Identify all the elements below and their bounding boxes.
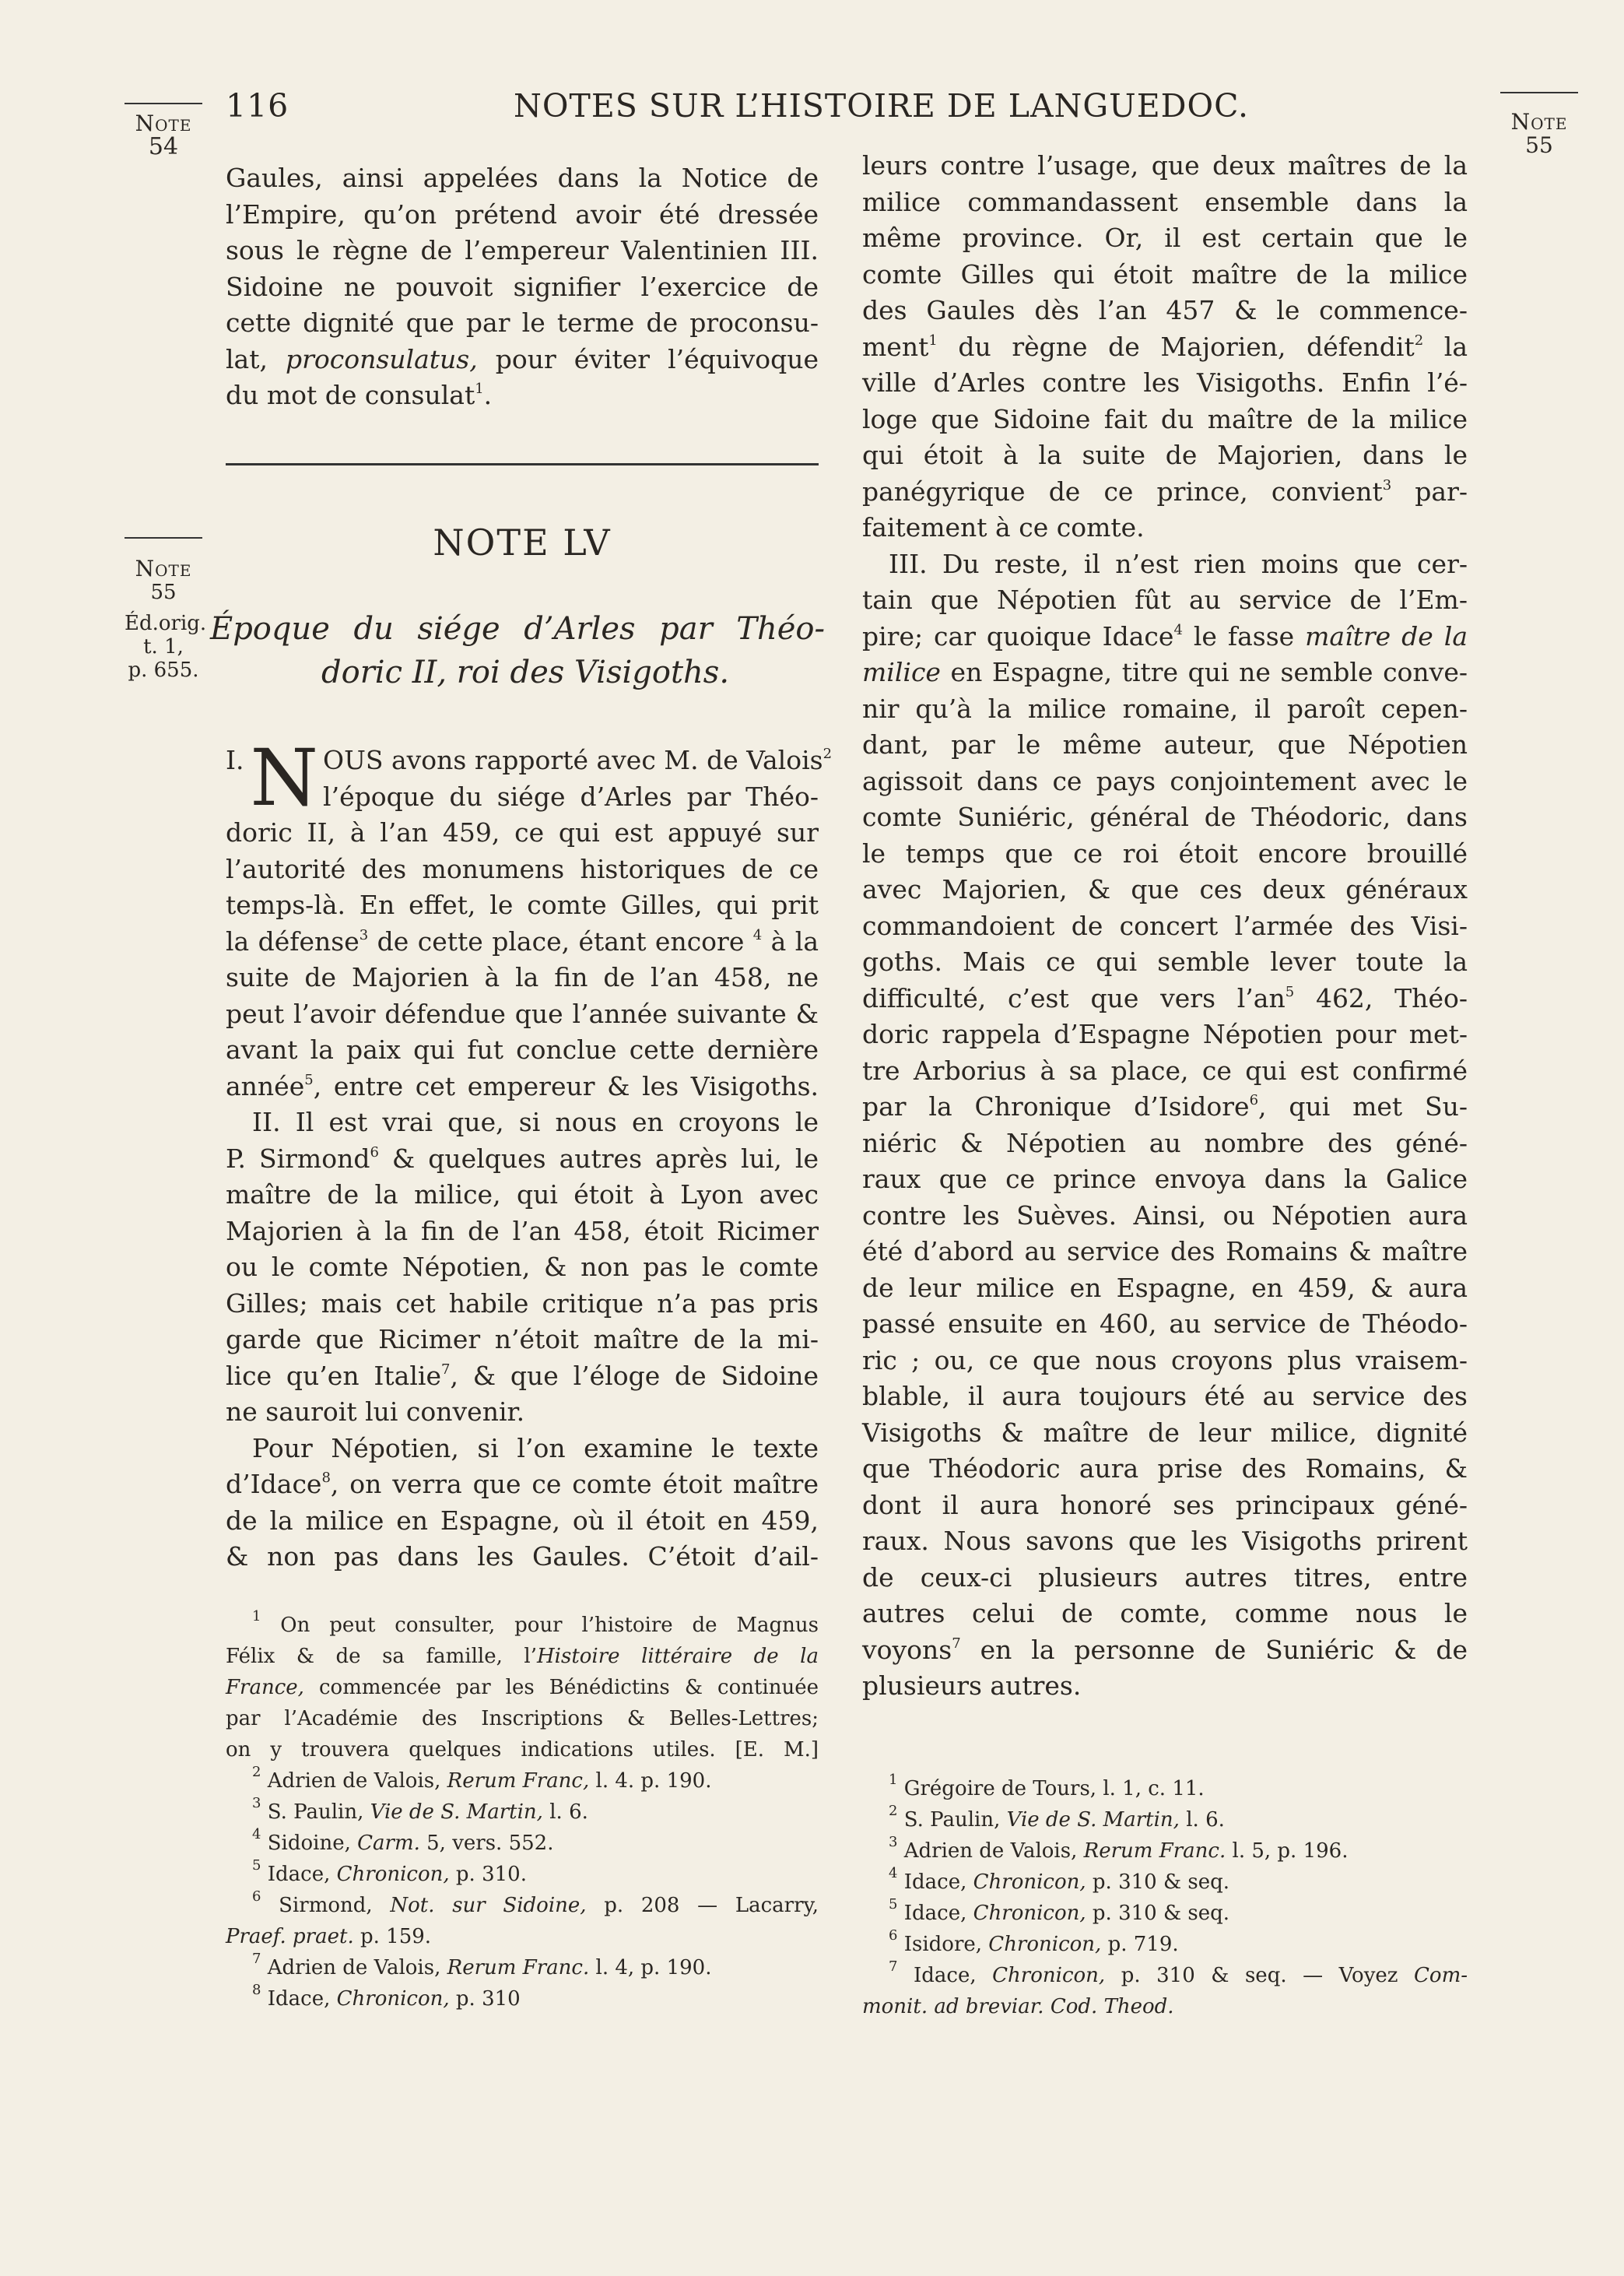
text-line: ne sauroit lui convenir. [226, 1396, 525, 1427]
text-line: le temps que ce roi étoit encore brouillé [862, 838, 1468, 869]
footnote-number: 2 [252, 1764, 261, 1780]
text-line: doric rappela d’Espagne Népotien pour met- [862, 1019, 1468, 1049]
text-fragment: à la [762, 926, 819, 957]
footnote-text: commencée par les Bénédictins & continuée [319, 1676, 819, 1699]
footnote-line [862, 1804, 1468, 1835]
text-line: peut l’avoir défendue que l’année suivante & [226, 998, 819, 1029]
footnote-text: Idace, [903, 1870, 967, 1894]
text-line [862, 474, 1468, 511]
text-line: blable, il aura toujours été au service des [862, 1381, 1468, 1411]
text-line: avec Majorien, & que ces deux généraux [862, 874, 1468, 904]
footnote-line [862, 1929, 1468, 1960]
text-line [862, 655, 1468, 691]
text-line: raux. Nous savons que les Visigoths prirent [862, 1526, 1468, 1556]
page-number: 116 [226, 87, 289, 125]
text-line: maître de la milice, qui étoit à Lyon avec [226, 1179, 819, 1210]
text-line: Sidoine ne pouvoit signifier l’exercice de [226, 271, 819, 302]
text-line: l’autorité des monumens historiques de ce [226, 853, 819, 884]
footnote-text: l. 6. [1186, 1808, 1225, 1832]
footnote-ref[interactable]: 1 [475, 381, 484, 397]
footnote-line [226, 1828, 819, 1859]
text-line: II. Il est vrai que, si nous en croyons le [252, 1107, 819, 1137]
text-line [862, 619, 1468, 655]
text-line: que Théodoric aura prise des Romains, & [862, 1453, 1468, 1484]
drop-cap: N [250, 732, 319, 824]
footnote-number: 1 [252, 1608, 261, 1624]
footnote-line [862, 1835, 1468, 1867]
footnote-line [862, 1773, 1468, 1804]
text-line: contre les Suèves. Ainsi, ou Népotien aura [862, 1199, 1468, 1231]
footnote-ref[interactable]: 4 [1173, 621, 1183, 638]
text-fragment: , & que l’éloge de Sidoine [450, 1360, 819, 1391]
margin-note-right-top [1500, 92, 1578, 157]
footnote-ref[interactable]: 6 [370, 1143, 379, 1161]
footnote-number: 5 [889, 1896, 898, 1912]
text-line: agissoit dans ce pays conjointement avec le [862, 765, 1468, 796]
footnote-line [226, 1890, 819, 1921]
footnote-ref[interactable]: 3 [1382, 476, 1392, 493]
text-fragment: . [483, 380, 493, 410]
text-line: doric II, à l’an 459, ce qui est appuyé sur [226, 817, 819, 848]
footnote-line [226, 1765, 819, 1797]
paragraph-1 [226, 732, 833, 1105]
text-line: raux que ce prince envoya dans la Galice [862, 1164, 1468, 1194]
footnote-number: 3 [252, 1795, 261, 1811]
footnote-title: Praef. praet. [226, 1925, 354, 1948]
footnote-ref[interactable]: 5 [1285, 983, 1295, 1000]
footnote-number: 2 [889, 1803, 898, 1819]
margin-note-number: 55 [150, 581, 177, 604]
footnote-title: Com- [1414, 1964, 1468, 1987]
footnote-title: Not. sur Sidoine, [390, 1894, 587, 1917]
footnote-line: par l’Académie des Inscriptions & Belles-Lettres; [226, 1707, 819, 1730]
footnote-text: On peut consulter, pour l’histoire de Magnus [280, 1614, 819, 1637]
text-fragment: ment [862, 331, 929, 362]
text-line: Gilles; mais cet habile critique n’a pas pris [226, 1287, 819, 1319]
footnote-line [226, 1610, 819, 1641]
text-line: avant la paix qui fut conclue cette dernière [226, 1034, 819, 1065]
margin-note-number: 54 [148, 133, 179, 160]
text-line: de leur milice en Espagne, en 459, & aura [862, 1272, 1468, 1303]
footnote-ref[interactable]: 1 [928, 332, 938, 349]
footnote-number: 3 [889, 1834, 898, 1850]
footnote-text: p. 310. [455, 1863, 527, 1886]
footnote-text: Isidore, [903, 1933, 983, 1956]
footnote-title: Chronicon, [973, 1902, 1086, 1925]
text-line: Majorien à la fin de l’an 458, étoit Ricimer [226, 1215, 819, 1246]
subtitle-line: doric II, roi des Visigoths. [321, 655, 730, 690]
margin-rule [125, 103, 202, 104]
footnote-text: l’ [524, 1645, 537, 1668]
footnote-text: Idace, [267, 1987, 331, 2011]
footnote-text: Idace, [903, 1902, 967, 1925]
text-fragment: du mot de consulat [226, 380, 475, 410]
text-line: III. Du reste, il n’est rien moins que cer- [889, 548, 1468, 579]
footnote-title: Rerum Franc, [447, 1769, 590, 1793]
text-line: & non pas dans les Gaules. C’étoit d’ail- [226, 1541, 819, 1572]
footnote-line [862, 1960, 1468, 1991]
latin-term: proconsulatus, [286, 343, 478, 374]
footnote-ref[interactable]: 2 [1414, 332, 1424, 349]
footnote-title: monit. ad breviar. Cod. Theod. [862, 1995, 1174, 2018]
text-line [226, 924, 819, 961]
footnote-line [226, 1983, 819, 2014]
text-line [862, 1632, 1468, 1669]
text-line: été d’abord au service des Romains & maître [862, 1236, 1468, 1266]
text-line: commandoient de concert l’armée des Visi- [862, 910, 1468, 941]
footnote-number: 6 [252, 1888, 261, 1905]
footnote-text: p. 208 — Lacarry, [604, 1894, 819, 1917]
text-fragment: la défense [226, 926, 360, 957]
subtitle-line: Époque du siége d’Arles par Théo- [210, 611, 825, 647]
text-fragment: pour éviter l’équivoque [495, 343, 819, 374]
footnote-title: Chronicon, [988, 1933, 1102, 1956]
footnote-text: Adrien de Valois, [267, 1956, 441, 1979]
text-fragment: par- [1391, 476, 1468, 507]
footnote-title: Histoire littéraire de la [537, 1645, 819, 1668]
text-line: ville d’Arles contre les Visigoths. Enfin l’é- [862, 367, 1468, 398]
footnote-line: on y trouvera quelques indications utiles. [E. M.] [226, 1738, 819, 1761]
footnote-title: Rerum Franc. [447, 1956, 590, 1979]
text-fragment: OUS avons rapporté avec M. de Valois [323, 745, 823, 775]
text-fragment: lat, [226, 343, 268, 374]
text-line: qui étoit à la suite de Majorien, dans le [862, 440, 1468, 470]
margin-note-label: Note [135, 111, 192, 136]
text-fragment: pire; car quoique Idace [862, 620, 1174, 652]
footnote-line [226, 1641, 819, 1672]
text-line: autres celui de comte, comme nous le [862, 1598, 1468, 1628]
paragraph-2-cont [226, 1141, 819, 1431]
footnote-text: p. 310 & seq. [1092, 1870, 1230, 1894]
text-fragment: le fasse [1182, 620, 1306, 652]
text-line: dont il aura honoré ses principaux géné- [862, 1489, 1468, 1520]
margin-note-label: Note [1510, 109, 1568, 135]
text-fragment: voyons [862, 1634, 952, 1665]
footnote-text: l. 4. p. 190. [595, 1769, 712, 1793]
margin-note-left-top [125, 103, 202, 159]
margin-note-number: 55 [1525, 132, 1553, 158]
text-line [862, 981, 1468, 1017]
text-line [226, 342, 819, 378]
footnote-text: Adrien de Valois, [903, 1839, 1078, 1863]
text-line: l’époque du siége d’Arles par Théo- [323, 781, 819, 812]
text-line: Pour Népotien, si l’on examine le texte [252, 1432, 819, 1463]
text-fragment: en Espagne, titre qui ne semble conve- [940, 657, 1468, 687]
text-line: ric ; ou, ce que nous croyons plus vraisem- [862, 1344, 1468, 1375]
emphasis: maître de la [1305, 620, 1468, 652]
section-divider [226, 463, 819, 465]
page-title: NOTES SUR L’HISTOIRE DE LANGUEDOC. [514, 87, 1250, 125]
footnote-ref[interactable]: 3 [359, 926, 369, 943]
text-line: garde que Ricimer n’étoit maître de la mi- [226, 1324, 819, 1354]
paragraph-3 [226, 1431, 819, 1467]
text-line: nir qu’à la milice romaine, il paroît cepen- [862, 693, 1468, 724]
text-fragment: 462, Théo- [1294, 982, 1468, 1013]
text-fragment: en la personne de Suniéric & de [960, 1634, 1468, 1665]
left-column-top-text [226, 160, 819, 414]
footnote-text: Adrien de Valois, [267, 1769, 441, 1793]
footnote-text: Sirmond, [279, 1894, 373, 1917]
ed-orig-label: Éd.orig. [125, 612, 207, 635]
text-line: loge que Sidoine fait du maître de la milice [862, 403, 1468, 434]
text-fragment: panégyrique de ce prince, convient [862, 476, 1383, 507]
text-line [226, 1466, 819, 1503]
footnote-text: 5, vers. 552. [426, 1832, 554, 1855]
right-footnotes [862, 1773, 1468, 2022]
left-footnotes [226, 1610, 819, 2014]
ed-orig-tome: t. 1, [143, 635, 184, 659]
footnote-line [226, 1859, 819, 1890]
text-line: suite de Majorien à la fin de l’an 458, ne [226, 962, 819, 992]
text-fragment: , qui met Su- [1258, 1091, 1468, 1122]
footnote-ref[interactable]: 2 [823, 746, 833, 762]
text-fragment: , on verra que ce comte étoit maître [330, 1469, 819, 1499]
text-line: milice commandassent ensemble dans la [862, 186, 1468, 217]
footnote-number: 8 [252, 1982, 261, 1998]
note-subtitle [210, 607, 825, 694]
footnote-title: France, [226, 1676, 304, 1699]
footnote-text: Grégoire de Tours, l. 1, c. 11. [903, 1777, 1205, 1800]
text-line [862, 1089, 1468, 1126]
footnote-title: Rerum Franc. [1083, 1839, 1226, 1863]
text-line: Gaules, ainsi appelées dans la Notice de [226, 163, 819, 193]
footnote-line [862, 1991, 1468, 2022]
footnote-title: Chronicon, [973, 1870, 1086, 1894]
footnote-line [226, 1797, 819, 1828]
text-line [226, 1358, 819, 1395]
text-line: Visigoths & maître de leur milice, dignité [862, 1417, 1468, 1448]
text-line: ou le comte Népotien, & non pas le comte [226, 1252, 819, 1282]
text-fragment: par la Chronique d’Isidore [862, 1091, 1250, 1122]
text-line: des Gaules dès l’an 457 & le commence- [862, 295, 1468, 325]
footnote-line [862, 1867, 1468, 1898]
text-line [862, 329, 1468, 366]
footnote-ref[interactable]: 4 [752, 926, 763, 943]
footnote-title: Vie de S. Martin, [1006, 1808, 1180, 1832]
margin-note-label: Note [135, 556, 192, 581]
text-line: tre Arborius à sa place, ce qui est confirmé [862, 1055, 1468, 1086]
text-line: temps-là. En effet, le comte Gilles, qui prit [226, 890, 819, 920]
text-line [226, 1141, 819, 1178]
text-line: leurs contre l’usage, que deux maîtres de la [862, 150, 1468, 181]
footnote-text: Idace, [267, 1863, 331, 1886]
margin-rule [125, 537, 202, 539]
footnote-text: S. Paulin, [903, 1808, 1001, 1832]
text-fragment: lice qu’en Italie [226, 1360, 441, 1391]
section-number: I. [226, 745, 244, 775]
text-line: comte Gilles qui étoit maître de la milice [862, 258, 1468, 290]
footnote-text: l. 6. [549, 1800, 588, 1824]
footnote-text: S. Paulin, [267, 1800, 364, 1824]
text-line [226, 378, 819, 414]
footnote-title: Chronicon, [336, 1863, 450, 1886]
footnote-text: p. 310 [455, 1987, 521, 2011]
text-line: cette dignité que par le terme de proconsu- [226, 307, 819, 338]
footnote-text: Sidoine, [267, 1832, 351, 1855]
text-fragment: de cette place, étant encore [368, 926, 753, 957]
text-fragment: difficulté, c’est que vers l’an [862, 982, 1286, 1013]
footnote-number: 7 [252, 1951, 261, 1967]
footnote-title: Chronicon, [336, 1987, 450, 2011]
ed-orig-page: p. 655. [128, 659, 199, 682]
text-line: niéric & Népotien au nombre des géné- [862, 1127, 1468, 1158]
text-fragment: d’Idace [226, 1469, 322, 1499]
text-line: même province. Or, il est certain que le [862, 223, 1468, 253]
text-line: goths. Mais ce qui semble lever toute la [862, 947, 1468, 977]
footnote-title: Carm. [357, 1832, 420, 1855]
footnote-title: Vie de S. Martin, [370, 1800, 543, 1824]
footnote-line [226, 1921, 819, 1952]
footnote-text: p. 719. [1107, 1933, 1179, 1956]
text-fragment: & quelques autres après lui, le [378, 1143, 819, 1174]
footnote-ref[interactable]: 8 [321, 1470, 331, 1486]
text-line: sous le règne de l’empereur Valentinien III. [226, 235, 819, 265]
text-fragment: P. Sirmond [226, 1143, 370, 1174]
footnote-ref[interactable]: 6 [1249, 1092, 1259, 1108]
text-line: faitement à ce comte. [862, 512, 1145, 543]
text-line: de la milice en Espagne, où il étoit en 459, [226, 1505, 819, 1536]
margin-note-left-mid [125, 537, 207, 682]
text-line [226, 1069, 819, 1105]
paragraph-2 [226, 1105, 819, 1141]
text-line: passé ensuite en 460, au service de Théodo- [862, 1308, 1468, 1339]
text-line: l’Empire, qu’on prétend avoir été dressée [226, 198, 819, 230]
footnote-title: Chronicon, [992, 1964, 1106, 1987]
text-line: de ceux-ci plusieurs autres titres, entre [862, 1561, 1468, 1593]
footnote-line [862, 1898, 1468, 1929]
text-line: comte Suniéric, général de Théodoric, dans [862, 802, 1468, 832]
footnote-text: p. 310 & seq. — Voyez [1121, 1964, 1398, 1987]
footnote-ref[interactable]: 7 [440, 1361, 451, 1378]
note-title: NOTE LV [433, 522, 612, 564]
footnote-line [226, 1952, 819, 1983]
text-fragment: du règne de Majorien, défendit [937, 331, 1415, 362]
footnote-number: 5 [252, 1857, 261, 1874]
text-line: tain que Népotien fût au service de l’Em- [862, 585, 1468, 615]
footnote-number: 4 [889, 1865, 898, 1881]
left-column-body [226, 732, 833, 1575]
margin-rule [1500, 92, 1578, 93]
footnote-line [226, 1672, 819, 1703]
footnote-text: l. 5, p. 196. [1232, 1839, 1349, 1863]
footnote-text: p. 159. [360, 1925, 432, 1948]
footnote-text: Félix & de sa famille, [226, 1645, 503, 1668]
footnote-number: 1 [889, 1772, 898, 1788]
text-line: dant, par le même auteur, que Népotien [862, 729, 1468, 760]
footnote-number: 7 [889, 1958, 898, 1975]
paragraph-3-cont [226, 1466, 819, 1575]
footnote-number: 4 [252, 1826, 261, 1842]
footnote-ref[interactable]: 7 [952, 1635, 961, 1652]
text-line: plusieurs autres. [862, 1670, 1082, 1701]
text-fragment: la [1423, 331, 1468, 362]
text-fragment: , entre cet empereur & les Visigoths. [313, 1070, 819, 1101]
footnote-text: l. 4, p. 190. [595, 1956, 712, 1979]
footnote-text: p. 310 & seq. [1092, 1902, 1230, 1925]
text-fragment: année [226, 1070, 305, 1101]
footnote-number: 6 [889, 1927, 898, 1944]
footnote-text: Idace, [913, 1964, 977, 1987]
right-column-body [862, 148, 1468, 1705]
footnote-ref[interactable]: 5 [304, 1071, 314, 1088]
emphasis: milice [862, 657, 941, 687]
